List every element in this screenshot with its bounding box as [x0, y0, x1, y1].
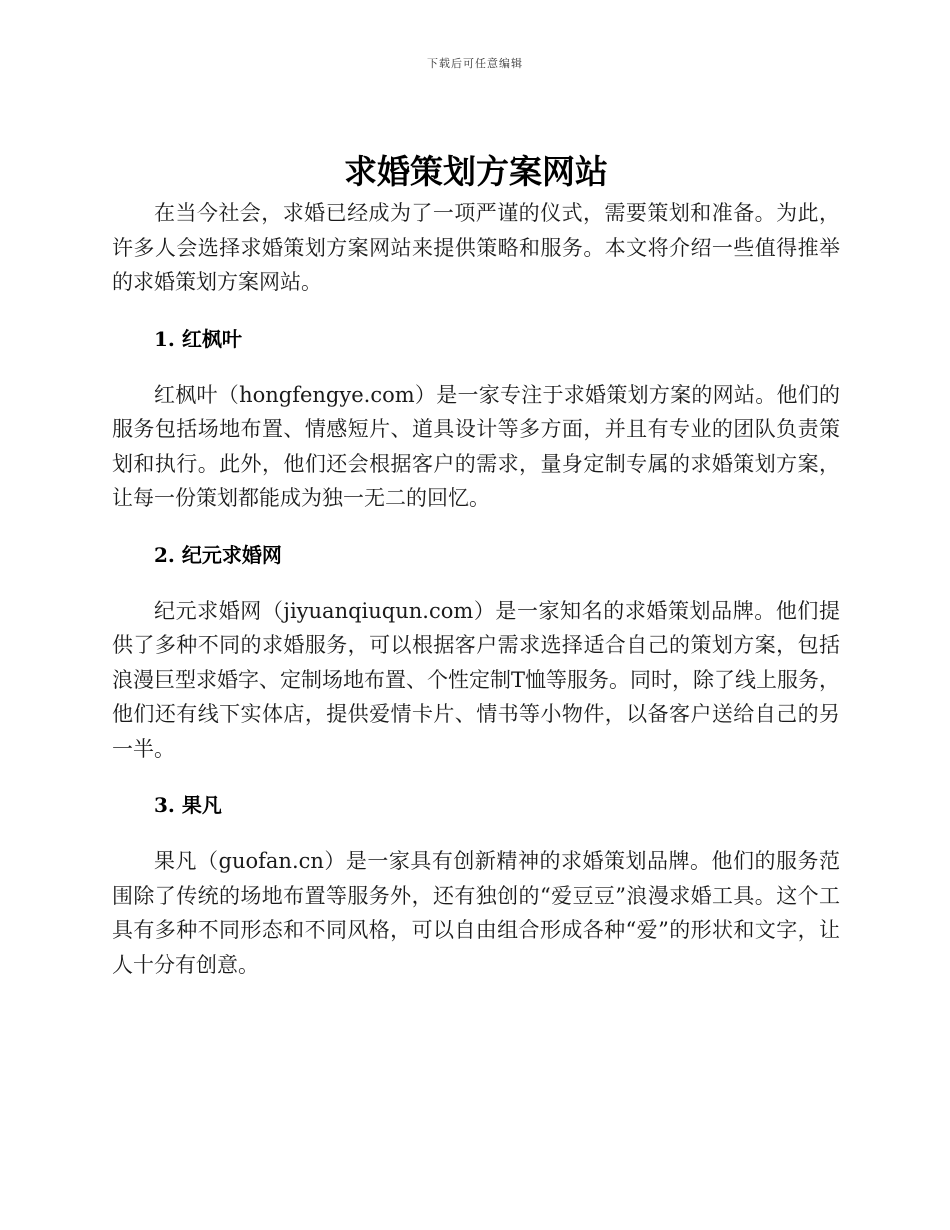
section-heading-1: 1. 红枫叶	[154, 326, 242, 351]
section-body-3: 果凡（guofan.cn）是一家具有创新精神的求婚策划品牌。他们的服务范围除了传统的场地布置等服务外，还有独创的“爱豆豆”浪漫求婚工具。这个工具有多种不同形态和不同风格，可以自由组合形成各种“爱”的形状和文字，让人十分有创意。	[112, 849, 840, 977]
document-title: 求婚策划方案网站	[344, 152, 608, 191]
section-body-2: 纪元求婚网（jiyuanqiuqun.com）是一家知名的求婚策划品牌。他们提供了多种不同的求婚服务，可以根据客户需求选择适合自己的策划方案，包括浪漫巨型求婚字、定制场地布置、个性定制T恤等服务。同时，除了线上服务，他们还有线下实体店，提供爱情卡片、情书等小物件，以备客户送给自己的另一半。	[112, 598, 841, 761]
header-note: 下载后可任意编辑	[427, 57, 523, 70]
intro-paragraph: 在当今社会，求婚已经成为了一项严谨的仪式，需要策划和准备。为此，许多人会选择求婚策划方案网站来提供策略和服务。本文将介绍一些值得推举的求婚策划方案网站。	[112, 201, 840, 294]
section-heading-2: 2. 纪元求婚网	[154, 542, 282, 567]
document-body	[112, 148, 840, 982]
section-heading-3: 3. 果凡	[154, 793, 222, 817]
section-body-1: 红枫叶（hongfengye.com）是一家专注于求婚策划方案的网站。他们的服务包括场地布置、情感短片、道具设计等多方面，并且有专业的团队负责策划和执行。此外，他们还会根据客户的需求，量身定制专属的求婚策划方案，让每一份策划都能成为独一无二的回忆。	[112, 382, 840, 510]
